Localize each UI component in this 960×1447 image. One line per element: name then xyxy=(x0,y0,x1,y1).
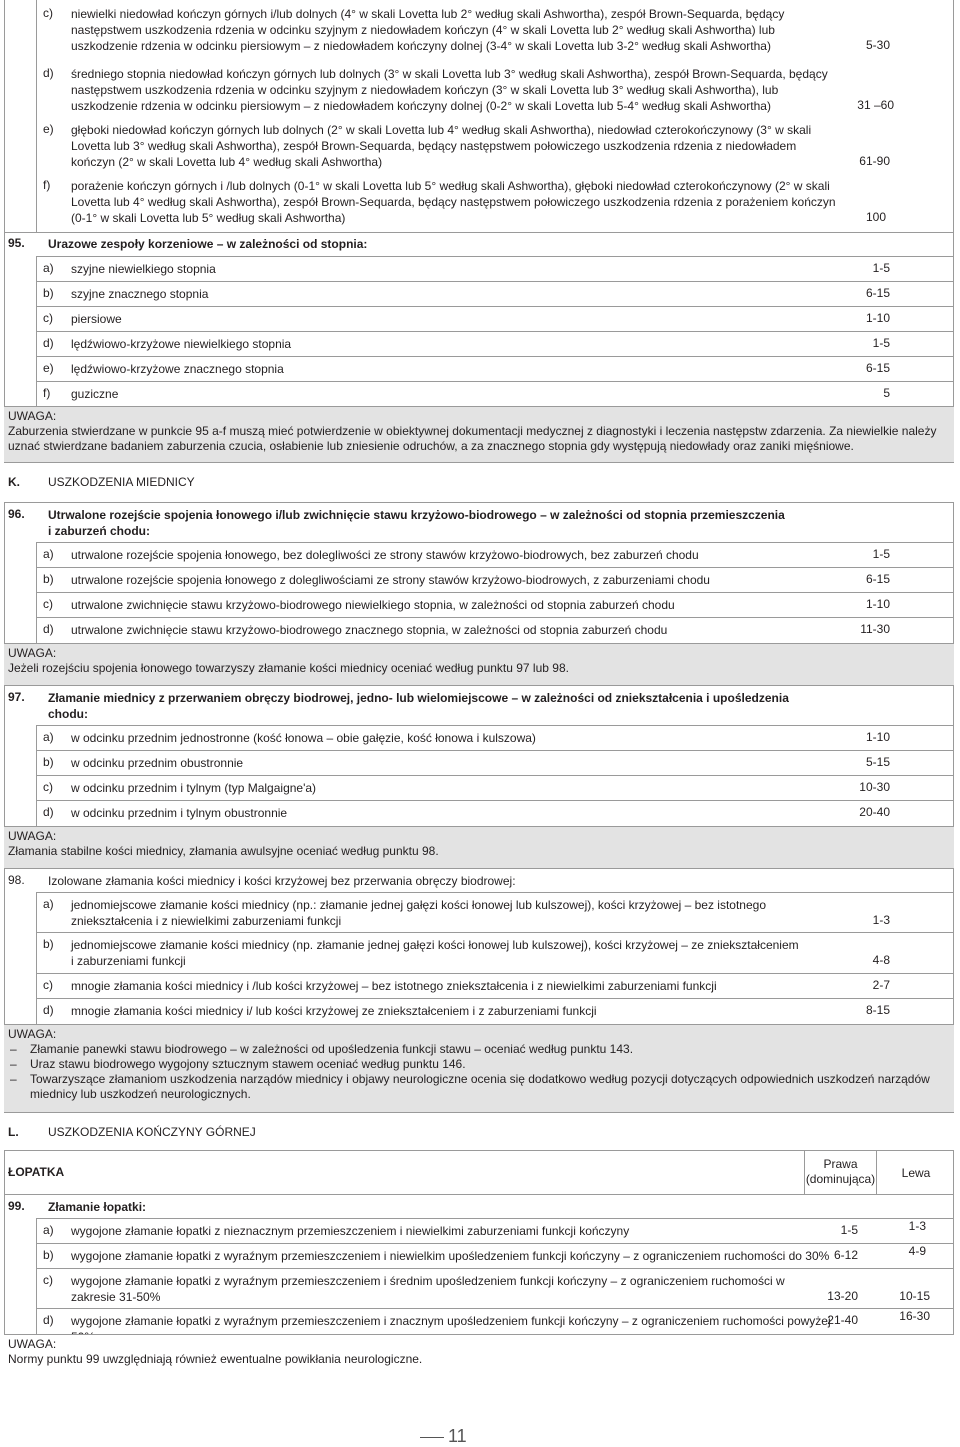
item-letter: d) xyxy=(43,336,54,350)
s94-item-e xyxy=(36,120,954,176)
chapter-k-heading xyxy=(4,462,954,502)
s96-header xyxy=(4,502,954,542)
item-letter: f) xyxy=(43,386,51,400)
s95-item-a xyxy=(36,256,954,281)
note-text: Normy punktu 99 uwzględniają również ewentualne powikłania neurologiczne. xyxy=(8,1352,423,1366)
item-text: w odcinku przednim jednostronne (kość łonowa – obie gałęzie, kość łonowa i kulszowa) xyxy=(71,731,536,745)
item-value-right: 21-40 xyxy=(827,1313,858,1327)
item-value: 10-30 xyxy=(859,780,890,794)
chapter-title: USZKODZENIA MIEDNICY xyxy=(48,475,195,489)
s96-item-b xyxy=(36,567,954,592)
item-value-right: 13-20 xyxy=(827,1289,858,1303)
item-value: 6-15 xyxy=(865,286,890,300)
section-number: 97. xyxy=(8,690,25,704)
item-value-right: 1-5 xyxy=(840,1223,858,1237)
item-value-left: 1-3 xyxy=(908,1219,926,1233)
s96-item-a xyxy=(36,542,954,567)
s98-item-d xyxy=(36,998,954,1024)
section-number: 96. xyxy=(8,507,25,521)
title-line-1: Utrwalone rozejście spojenia łonowego i/lub zwichnięcie stawu krzyżowo-biodrowego – w zależności od stopnia przemieszczenia xyxy=(48,508,785,522)
section-number: 99. xyxy=(8,1199,25,1213)
s96-item-d xyxy=(36,617,954,643)
item-text: w odcinku przednim i tylnym obustronnie xyxy=(71,806,288,820)
s94-item-f xyxy=(36,176,954,232)
column-header-left: Lewa xyxy=(876,1151,955,1195)
note-list-item: – Towarzyszące złamaniom uszkodzenia narządów miednicy i objawy neurologiczne ocenia się dodatkowo według pozycji dotyczących odpowiednich uszkodzeń narządów miednicy lub uszkodzeń neurologicznych. xyxy=(8,1072,950,1102)
s98-item-c xyxy=(36,973,954,998)
item-value: 1-10 xyxy=(865,311,890,325)
s94-item-c xyxy=(36,0,954,62)
item-value: 8-15 xyxy=(865,1003,890,1017)
s95-item-f xyxy=(36,381,954,406)
s95-header xyxy=(4,232,954,256)
section-title: Złamanie łopatki: xyxy=(48,1200,147,1214)
item-value: 1-10 xyxy=(865,597,890,611)
s99-item-c xyxy=(36,1268,954,1308)
section-title xyxy=(48,690,928,722)
s97-header xyxy=(4,685,954,725)
item-letter: c) xyxy=(43,780,53,794)
item-value: 31 –60 xyxy=(857,98,894,112)
note-text: Jeżeli rozejściu spojenia łonowego towarzyszy złamanie kości miednicy oceniać według punktu 97 lub 98. xyxy=(8,661,569,675)
item-value: 1-5 xyxy=(872,261,890,275)
s97-note xyxy=(4,826,954,868)
item-value: 100 xyxy=(865,210,886,224)
item-value: 6-15 xyxy=(865,572,890,586)
section-title xyxy=(48,507,928,539)
item-value: 5-15 xyxy=(865,755,890,769)
item-letter: d) xyxy=(43,805,54,819)
section-number: 95. xyxy=(8,236,25,250)
item-letter: a) xyxy=(43,897,54,911)
s97-item-b xyxy=(36,750,954,775)
item-text: w odcinku przednim obustronnie xyxy=(71,756,244,770)
s95-item-e xyxy=(36,356,954,381)
s98-item-a xyxy=(36,892,954,932)
s95-item-b xyxy=(36,281,954,306)
chapter-title: USZKODZENIA KOŃCZYNY GÓRNEJ xyxy=(48,1125,256,1139)
item-letter: e) xyxy=(43,361,54,375)
note-list xyxy=(8,1042,950,1102)
item-value: 2-7 xyxy=(872,978,890,992)
note-heading: UWAGA: xyxy=(8,646,57,660)
item-value: 1-5 xyxy=(872,547,890,561)
s96-item-c xyxy=(36,592,954,617)
item-letter: b) xyxy=(43,286,54,300)
note-heading: UWAGA: xyxy=(8,829,57,843)
item-value: 5 xyxy=(883,386,890,400)
item-value: 1-3 xyxy=(872,913,890,927)
note-heading: UWAGA: xyxy=(8,1027,57,1041)
item-letter: a) xyxy=(43,547,54,561)
item-text: utrwalone zwichnięcie stawu krzyżowo-biodrowego niewielkiego stopnia, w zależności od stopnia zaburzeń chodu xyxy=(71,598,675,612)
item-value: 11-30 xyxy=(860,622,890,636)
item-value-right: 6-12 xyxy=(833,1248,858,1262)
item-text: w odcinku przednim i tylnym (typ Malgaigne'a) xyxy=(71,781,317,795)
s97-item-c xyxy=(36,775,954,800)
s95-note xyxy=(4,406,954,462)
item-letter: a) xyxy=(43,261,54,275)
item-text: mnogie złamania kości miednicy i/ lub kości krzyżowej ze zniekształceniem i z zaburzeniami funkcji xyxy=(71,1004,597,1018)
s97-item-d xyxy=(36,800,954,826)
subsection-title: ŁOPATKA xyxy=(8,1165,65,1179)
s94-item-d xyxy=(36,62,954,120)
item-text: piersiowe xyxy=(71,312,122,326)
title-line-2: chodu: xyxy=(48,707,88,721)
item-value: 1-10 xyxy=(865,730,890,744)
item-text: mnogie złamania kości miednicy i /lub kości krzyżowej – bez istotnego zniekształcenia i z niewielkimi zaburzeniami funkcji xyxy=(71,979,717,993)
s98-item-b xyxy=(36,932,954,973)
s96-note xyxy=(4,643,954,685)
chapter-l-heading xyxy=(4,1112,954,1150)
item-letter: f) xyxy=(43,178,51,192)
section-title: Urazowe zespoły korzeniowe – w zależności od stopnia: xyxy=(48,237,368,251)
section-number: 98. xyxy=(8,873,25,887)
item-letter: d) xyxy=(43,1313,54,1327)
item-text: utrwalone rozejście spojenia łonowego, bez dolegliwości ze strony stawów krzyżowo-biodrowych, bez zaburzeń chodu xyxy=(71,548,699,562)
page-number: 11 xyxy=(448,1426,467,1446)
s98-header xyxy=(4,868,954,892)
section-title: Izolowane złamania kości miednicy i kości krzyżowej bez przerwania obręczy biodrowej: xyxy=(48,874,516,888)
item-value-left: 10-15 xyxy=(899,1289,930,1303)
item-value: 6-15 xyxy=(865,361,890,375)
item-text: wygojone złamanie łopatki z wyraźnym przemieszczeniem i niewielkim upośledzeniem funkcji kończyny – z ograniczeniem ruchomości do 30% xyxy=(71,1249,830,1263)
chapter-letter: L. xyxy=(8,1125,19,1139)
item-letter: b) xyxy=(43,937,54,951)
item-text: wygojone złamanie łopatki z wyraźnym przemieszczeniem i znacznym upośledzeniem funkcji kończyny – z ograniczeniem ruchomości powyżej xyxy=(71,1314,831,1328)
item-letter: a) xyxy=(43,1223,54,1237)
s99-item-b xyxy=(36,1243,954,1268)
item-letter: a) xyxy=(43,730,54,744)
item-text: lędźwiowo-krzyżowe niewielkiego stopnia xyxy=(71,337,292,351)
note-list-item: – Złamanie panewki stawu biodrowego – w zależności od upośledzenia funkcji stawu – oceniać według punktu 143. xyxy=(8,1042,950,1057)
item-value: 5-30 xyxy=(865,38,890,52)
item-letter: c) xyxy=(43,597,53,611)
lopatka-header xyxy=(4,1150,954,1194)
title-line-2: i zaburzeń chodu: xyxy=(48,524,150,538)
note-text: Zaburzenia stwierdzane w punkcie 95 a-f muszą mieć potwierdzenie w obiektywnej dokumentacji medycznej z diagnostyki i leczenia następstw zdarzenia. Za niewielkie należy uznać stwierdzane badaniem zaburzenia czucia, osłabienie lub zniesienie odruchów, a za znacznego stopnia gdy występują niedowłady oraz zaniki mięśniowe. xyxy=(8,424,937,453)
item-letter: c) xyxy=(43,978,53,992)
item-text: wygojone złamanie łopatki z wyraźnym przemieszczeniem i średnim upośledzeniem funkcji kończyny – z ograniczeniem ruchomości w zakresie 31-50% xyxy=(71,1274,785,1304)
item-value: 20-40 xyxy=(859,805,890,819)
item-letter: c) xyxy=(43,311,53,325)
s99-item-d xyxy=(36,1308,954,1334)
item-text: porażenie kończyn górnych i /lub dolnych (0-1° w skali Lovetta lub 5° według skali Ashwortha), głęboki niedowład czterokończynowy (2° w skali Lovetta lub 4° według skali Ashwortha), zespół Brown-Sequarda, będący następstwem połowiczego uszkodzenia rdzenia z porażeniem kończyn (0-1° w skali Lovetta lub 5° według skali Ashwortha) xyxy=(71,179,836,225)
item-letter: d) xyxy=(43,66,54,80)
s97-item-a xyxy=(36,725,954,750)
item-text: niewielki niedowład kończyn górnych i/lub dolnych (4° w skali Lovetta lub 2° według skali Ashwortha), zespół Brown-Sequarda, będący następstwem uszkodzenia rdzenia w odcinku szyjnym z niedowładem kończyn (4° w skali Lovetta lub 2° według skali Ashwortha) lub uszkodzenie rdzenia w odcinku piersiowym – z niedowładem kończyny dolnej (3-4° w skali Lovetta lub 3-2° według skali Ashwortha) xyxy=(71,7,785,53)
s98-note xyxy=(4,1024,954,1112)
item-letter: b) xyxy=(43,755,54,769)
column-header-right-l2: (dominująca) xyxy=(805,1172,876,1186)
item-text: lędźwiowo-krzyżowe znacznego stopnia xyxy=(71,362,284,376)
chapter-letter: K. xyxy=(8,475,20,489)
item-text: guziczne xyxy=(71,387,119,401)
item-text: utrwalone rozejście spojenia łonowego z dolegliwościami ze strony stawów krzyżowo-biodrowych, z zaburzeniami chodu xyxy=(71,573,710,587)
item-text: jednomiejscowe złamanie kości miednicy (np. złamanie jednej gałęzi kości łonowej lub kulszowej), kości krzyżowej – ze zniekształceniem i zaburzeniami funkcji xyxy=(71,938,799,968)
item-value-left: 16-30 xyxy=(899,1309,930,1323)
item-letter: d) xyxy=(43,622,54,636)
item-value: 4-8 xyxy=(872,953,890,967)
item-value-left: 4-9 xyxy=(908,1244,926,1258)
item-letter: b) xyxy=(43,1248,54,1262)
item-letter: b) xyxy=(43,572,54,586)
s99-header xyxy=(4,1194,954,1218)
item-text: wygojone złamanie łopatki z nieznacznym przemieszczeniem i niewielkimi zaburzeniami funkcji kończyny xyxy=(71,1224,630,1238)
item-value: 1-5 xyxy=(872,336,890,350)
item-text: średniego stopnia niedowład kończyn górnych lub dolnych (3° w skali Lovetta lub 3° według skali Ashwortha), zespół Brown-Sequarda, będący następstwem uszkodzenia rdzenia w odcinku szyjnym z niedowładem kończyn (3° w skali Lovetta lub 3° według skali Ashwortha), lub uszkodzenie rdzenia w odcinku piersiowym – z niedowładem kończyny dolnej (0-2° w skali Lovetta lub 5-4° według skali Ashwortha) xyxy=(71,67,828,113)
note-list-item: – Uraz stawu biodrowego wygojony sztucznym stawem oceniać według punktu 146. xyxy=(8,1057,950,1072)
note-text: Złamania stabilne kości miednicy, złamania awulsyjne oceniać według punktu 98. xyxy=(8,844,439,858)
column-header-right xyxy=(804,1151,876,1195)
s95-item-d xyxy=(36,331,954,356)
note-heading: UWAGA: xyxy=(8,1337,57,1351)
note-heading: UWAGA: xyxy=(8,409,57,423)
title-line-1: Złamanie miednicy z przerwaniem obręczy biodrowej, jedno- lub wielomiejscowe – w zależności od zniekształcenia i upośledzenia xyxy=(48,691,789,705)
item-value: 61-90 xyxy=(859,154,890,168)
item-text: szyjne niewielkiego stopnia xyxy=(71,262,216,276)
item-letter: d) xyxy=(43,1003,54,1017)
s95-item-c xyxy=(36,306,954,331)
s99-item-a xyxy=(36,1218,954,1243)
item-letter: c) xyxy=(43,6,53,20)
item-letter: e) xyxy=(43,122,54,136)
item-text: utrwalone zwichnięcie stawu krzyżowo-biodrowego znacznego stopnia, w zależności od stopnia zaburzeń chodu xyxy=(71,623,668,637)
s99-note xyxy=(4,1334,954,1374)
item-text: szyjne znacznego stopnia xyxy=(71,287,209,301)
item-letter: c) xyxy=(43,1273,53,1287)
column-header-right-l1: Prawa xyxy=(823,1157,858,1171)
item-text: głęboki niedowład kończyn górnych lub dolnych (2° w skali Lovetta lub 4° według skali Ashwortha), niedowład czterokończynowy (3° w skali Lovetta lub 3° według skali Ashwortha), zespół Brown-Sequarda, będący następstwem połowiczego uszkodzenia rdzenia z niedowładem kończyn (2° w skali Lovetta lub 4° według skali Ashwortha) xyxy=(71,123,812,169)
item-text: jednomiejscowe złamanie kości miednicy (np.: złamanie jednej gałęzi kości łonowej lub kulszowej), kości krzyżowej – bez istotnego zniekształcenia i z niewielkimi zaburzeniami funkcji xyxy=(71,898,766,928)
